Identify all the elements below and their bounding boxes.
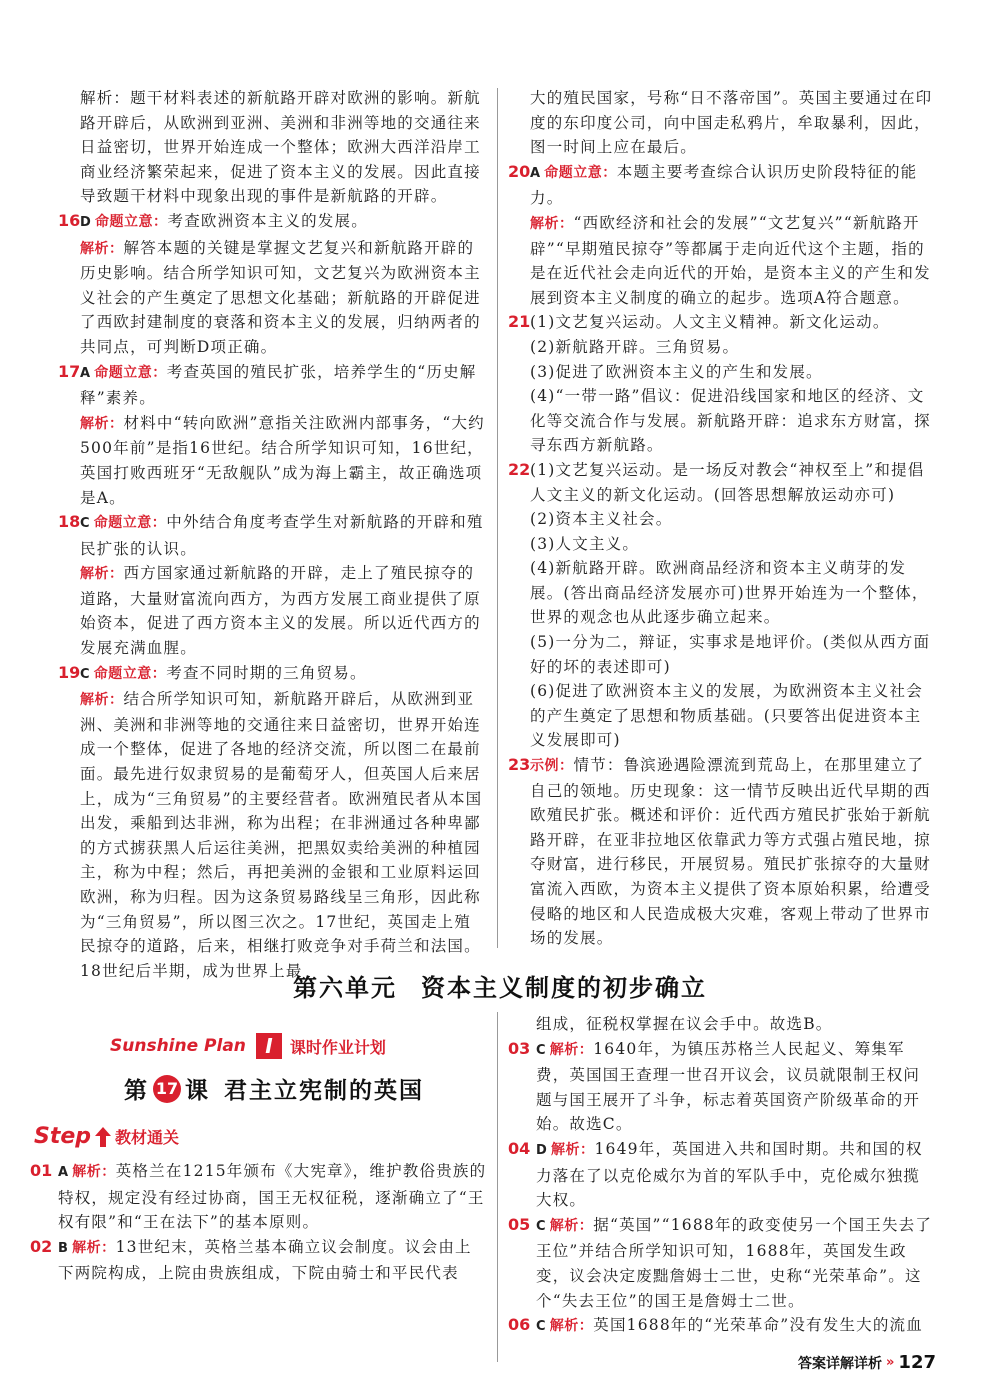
answer-17: 17A 命题立意：考查英国的殖民扩张，培养学生的“历史解释”素养。 (58, 361, 477, 408)
answer-22-item: (5)一分为二，辩证，实事求是地评价。(类似从西方面好的坏的表述即可) (530, 633, 931, 676)
page-number: 127 (898, 1352, 936, 1373)
answer-16: 16D 命题立意：考查欧洲资本主义的发展。 (58, 210, 368, 230)
answer-03: 03 C 解析：1640年，为镇压苏格兰人民起义、筹集军费，英国国王查理一世召开议会，议员就限制王权问题与国王展开了斗争，标志着英国资产阶级革命的开始。故选C。 (508, 1038, 921, 1134)
answer-22-item: (2)资本主义社会。 (530, 510, 673, 529)
answer-17-analysis: 解析：材料中“转向欧洲”意指关注欧洲内部事务，“大约500年前”是指16世纪。结合所学知识可知，16世纪，英国打败西班牙“无敌舰队”成为海上霸主，故正确选项是A。 (80, 413, 485, 507)
answer-19-analysis: 解析：结合所学知识可知，新航路开辟后，从欧洲到亚洲、美洲和非洲等地的交通往来日益密切，世界开始连成一个整体，促进了各地的经济交流，所以图二在最前面。最先进行奴隶贸易的是葡萄牙人，但英国人后来居上，成为“三角贸易”的主要经营者。欧洲殖民者从本国出发，乘船到达非洲，称为出程；在非洲通过各种卑鄙的方式掳获黑人后运往美洲，把黑奴卖给美洲的种植园主，称为中程；然后，再把美洲的金银和工业原料运回欧洲，称为归程。因为这条贸易路线呈三角形，因此称为“三角贸易”，所以图三次之。17世纪，英国走上殖民掠夺的道路，后来，相继打败竞争对手荷兰和法国。18世纪后半期，成为世界上最 (80, 690, 483, 980)
answer-22: 22(1)文艺复兴运动。是一场反对教会“神权至上”和提倡人文主义的新文化运动。(回答思想解放运动亦可) (2)资本主义社会。 (3)人文主义。 (4)新航路开辟。欧洲商品经济和资本主义萌芽的发展。(答出商品经济发展亦可)世界开始连为一个整体，世界的观念也从此逐步确立起来。 (5)一分为二，辩证，实事求是地评价。(类似从西方面好的坏的表述即可) (6)促进了欧洲资本主义的发展，为欧洲资本主义社会的产生奠定了思想和物质基础。(只要答出促进资本主义发展即可) (508, 458, 933, 753)
lesson-number-badge: 17 (153, 1075, 181, 1103)
answer-21-item: (3)促进了欧洲资本主义的产生和发展。 (530, 362, 823, 381)
column-divider (497, 88, 498, 948)
answer-22-item: (6)促进了欧洲资本主义的发展，为欧洲资本主义社会的产生奠定了思想和物质基础。(只要答出促进资本主义发展即可) (530, 682, 923, 750)
sunshine-plan-banner (110, 1030, 386, 1062)
answer-21-item: (4)“一带一路”倡议：促进沿线国家和地区的经济、文化等交流合作与发展。新航路开辟：追求东方财富，探寻东西方新航路。 (530, 387, 931, 455)
footer-label: 答案详解详析 (798, 1355, 883, 1372)
left-column (58, 86, 486, 983)
lesson-title: 第 17 课 君主立宪制的英国 (124, 1072, 424, 1105)
answer-18: 18C 命题立意：中外结合角度考查学生对新航路的开辟和殖民扩张的认识。 (58, 512, 484, 558)
answer-02: 02 B 解析：13世纪末，英格兰基本确立议会制度。议会由上下两院构成，上院由贵族组成，下院由骑士和平民代表 (30, 1236, 472, 1283)
unit-heading: 第六单元 资本主义制度的初步确立 (293, 974, 707, 1002)
step-brand: Step (34, 1124, 92, 1149)
step-banner (34, 1124, 179, 1149)
double-chevron-icon: » (886, 1355, 895, 1370)
answer-05: 05 C 解析：据“英国”“1688年的政变使另一个国王失去了王位”并结合所学知识可知，1688年，英国发生政变，议会决定废黜詹姆士二世，史称“光荣革命”。这个“失去王位”的国王是詹姆士二世。 (508, 1214, 933, 1310)
answer-21-item: (1)文艺复兴运动。人文主义精神。新文化运动。 (530, 313, 890, 332)
step-label: 教材通关 (115, 1128, 180, 1147)
answer-15-analysis: 解析：题干材料表述的新航路开辟对欧洲的影响。新航路开辟后，从欧洲到亚洲、美洲和非洲等地的交通往来日益密切，世界开始连成一个整体；欧洲大西洋沿岸工商业经济繁荣起来，促进了资本主义的发展。因此直接导致题干材料中现象出现的事件是新航路的开辟。 (80, 89, 481, 206)
answer-21: 21(1)文艺复兴运动。人文主义精神。新文化运动。 (2)新航路开辟。三角贸易。 (3)促进了欧洲资本主义的产生和发展。 (4)“一带一路”倡议：促进沿线国家和地区的经济、文化等交流合作与发展。新航路开辟：追求东方财富，探寻东西方新航路。 (508, 310, 933, 458)
sunshine-brand: Sunshine Plan (110, 1036, 246, 1056)
sunshine-label: 课时作业计划 (289, 1037, 386, 1057)
answer-23: 23示例：情节：鲁滨逊遇险漂流到荒岛上，在那里建立了自己的领地。历史现象：这一情节反映出近代早期的西欧殖民扩张。概述和评价：近代西方殖民扩张始于新航路开辟，在亚非拉地区依靠武力等方式强占殖民地，掠夺财富，进行移民，开展贸易。殖民扩张掠夺的大量财富流入西欧，为资本主义提供了资本原始积累，给遭受侵略的地区和人民造成极大灾难，客观上带动了世界市场的发展。 (508, 755, 931, 948)
answer-21-item: (2)新航路开辟。三角贸易。 (530, 337, 740, 356)
column-divider-lower (497, 1012, 498, 1362)
answer-19-continued: 大的殖民国家，号称“日不落帝国”。英国主要通过在印度的东印度公司，向中国走私鸦片，牟取暴利，因此，图一时间上应在最后。 (530, 89, 933, 157)
answer-22-item: (4)新航路开辟。欧洲商品经济和资本主义萌芽的发展。(答出商品经济发展亦可)世界开始连为一个整体，世界的观念也从此逐步确立起来。 (530, 559, 929, 627)
bottom-left-column (30, 1159, 488, 1286)
step-arrow-icon (95, 1127, 111, 1147)
answer-18-analysis: 解析：西方国家通过新航路的开辟，走上了殖民掠夺的道路，大量财富流向西方，为西方发展工商业提供了原始资本，促进了西方资本主义的发展。所以近代西方的发展充满血腥。 (80, 564, 481, 658)
answer-06: 06 C 解析：英国1688年的“光荣革命”没有发生大的流血 (508, 1315, 923, 1335)
answer-22-item: (3)人文主义。 (530, 534, 640, 553)
right-column (508, 86, 933, 951)
answer-04: 04 D 解析：1649年，英国进入共和国时期。共和国的权力落在了以克伦威尔为首的军队手中，克伦威尔独揽大权。 (508, 1138, 923, 1210)
bottom-right-column (508, 1012, 933, 1340)
answer-20: 20A 命题立意：本题主要考查综合认识历史阶段特征的能力。 (508, 161, 918, 208)
answer-16-analysis: 解析：解答本题的关键是掌握文艺复兴和新航路开辟的历史影响。结合所学知识可知，文艺复兴为欧洲资本主义社会的产生奠定了思想文化基础；新航路的开辟促进了西欧封建制度的衰落和资本主义的发展，归纳两者的共同点，可判断D项正确。 (80, 238, 481, 356)
answer-02-continued: 组成，征税权掌握在议会手中。故选B。 (536, 1015, 833, 1033)
answer-22-item: (1)文艺复兴运动。是一场反对教会“神权至上”和提倡人文主义的新文化运动。(回答思想解放运动亦可) (530, 460, 925, 504)
answer-19: 19C 命题立意：考查不同时期的三角贸易。 (58, 662, 367, 682)
answer-01: 01 A 解析：英格兰在1215年颁布《大宪章》，维护教俗贵族的特权，规定没有经过协商，国王无权征税，逐渐确立了“王权有限”和“王在法下”的基本原则。 (30, 1161, 487, 1232)
page-footer (798, 1352, 936, 1373)
answer-20-analysis: 解析：“西欧经济和社会的发展”“文艺复兴”“新航路开辟”“早期殖民掠夺”等都属于走向近代这个主题，指的是在近代社会走向近代的开始，是资本主义的产生和发展到资本主义制度的确立的起步。选项A符合题意。 (530, 213, 931, 307)
plan-box-icon: I (256, 1033, 282, 1059)
